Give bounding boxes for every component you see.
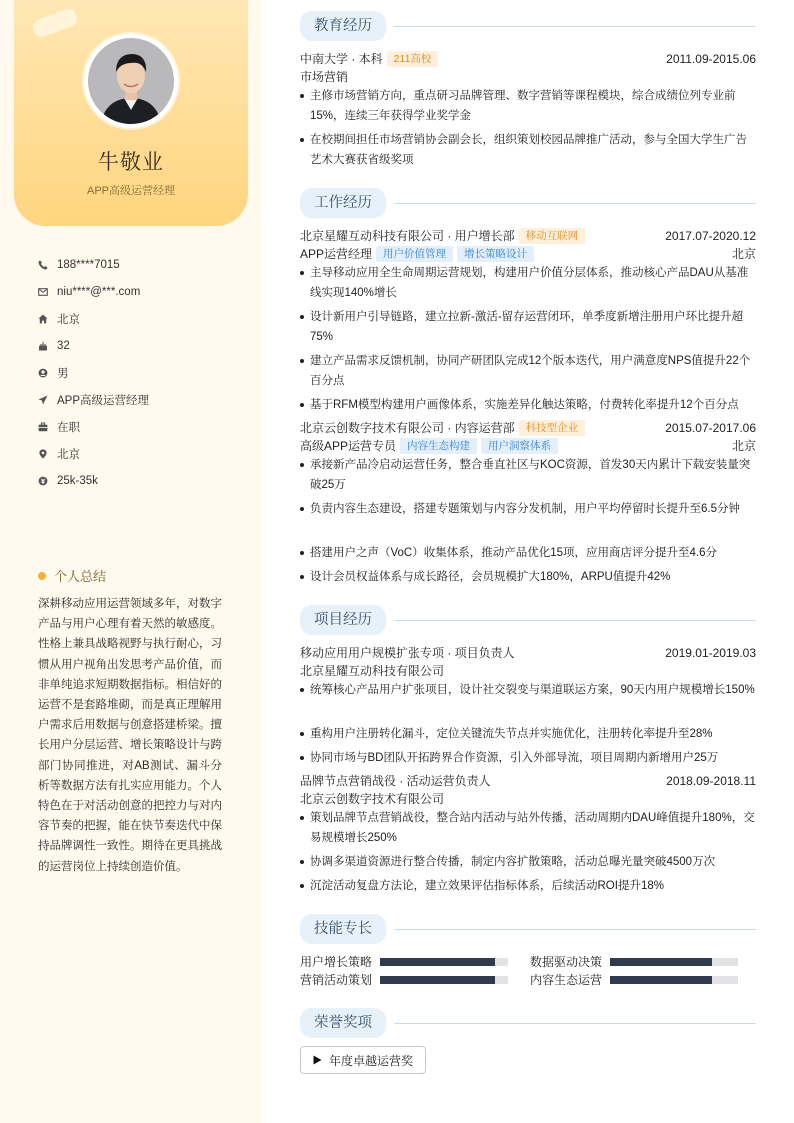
job-city: 北京 <box>731 247 756 261</box>
section-education-header <box>300 11 756 41</box>
education-period: 2011.09-2015.06 <box>666 52 756 66</box>
avatar-photo-icon <box>88 38 174 124</box>
skill-item <box>300 972 510 988</box>
project-company: 北京云创数字技术有限公司 <box>300 792 445 806</box>
contact-salary <box>38 467 248 494</box>
award-toggle-button[interactable] <box>300 1046 426 1074</box>
contact-location <box>38 440 248 467</box>
project-name: 品牌节点营销战役 · 活动运营负责人 <box>300 774 491 788</box>
skill-name: 数据驱动决策 <box>530 955 603 969</box>
contact-phone <box>38 251 248 278</box>
skill-bar <box>610 976 738 984</box>
job-role: 高级APP运营专员 <box>300 439 397 453</box>
job-period: 2015.07-2017.06 <box>665 421 756 435</box>
contact-value: niu****@***.com <box>57 285 141 298</box>
skill-bar-fill <box>610 958 712 966</box>
candidate-name: 牛敬业 <box>98 151 164 174</box>
location-icon <box>38 449 48 459</box>
job-bullet: 主导移动应用全生命周期运营规划，构建用户价值分层体系，推动核心产品DAU从基准线实现140%增长 <box>300 263 756 303</box>
candidate-title: APP高级运营经理 <box>86 185 175 197</box>
project-bullet: 重构用户注册转化漏斗，定位关键流失节点并实施优化，注册转化率提升至28% <box>300 724 756 744</box>
skill-bar-fill <box>380 976 495 984</box>
skill-name: 营销活动策划 <box>300 973 373 987</box>
contact-value: 32 <box>57 339 70 352</box>
section-divider <box>394 929 756 930</box>
section-title: 荣誉奖项 <box>300 1008 386 1038</box>
job-company: 北京星耀互动科技有限公司 · 用户增长部 <box>300 229 515 243</box>
skill-bar <box>380 958 508 966</box>
section-title: 技能专长 <box>300 914 386 944</box>
job-bullet: 负责内容生态建设，搭建专题策划与内容分发机制，用户平均停留时长提升至6.5分钟 <box>300 499 756 519</box>
contact-value: 188****7015 <box>57 258 120 271</box>
decorative-pill <box>30 7 79 40</box>
summary-heading-label: 个人总结 <box>54 569 107 584</box>
education-major: 市场营销 <box>300 70 349 84</box>
gender-icon <box>38 368 48 378</box>
project-bullet: 协同市场与BD团队开拓跨界合作资源，引入外部导流，项目周期内新增用户25万 <box>300 748 756 768</box>
skill-item <box>530 954 740 970</box>
project-period: 2019.01-2019.03 <box>665 646 756 660</box>
education-bullet: 主修市场营销方向，重点研习品牌管理、数字营销等课程模块，综合成绩位列专业前15%，连续三年获得学业奖学金 <box>300 86 756 126</box>
job-role-row <box>300 245 756 263</box>
education-bullet: 在校期间担任市场营销协会副会长，组织策划校园品牌推广活动，参与全国大学生广告艺术大赛获省级奖项 <box>300 130 756 170</box>
skill-name: 用户增长策略 <box>300 955 373 969</box>
job-bullet: 设计新用户引导链路，建立拉新-激活-留存运营闭环，单季度新增注册用户环比提升超75% <box>300 307 756 347</box>
contact-list <box>38 251 248 494</box>
summary-text: 深耕移动应用运营领域多年，对数字产品与用户心理有着天然的敏感度。性格上兼具战略视野与执行耐心，习惯从用户视角出发思考产品价值，而非单纯追求短期数据指标。相信好的运营不是套路堆砌，而是真正理解用户需求后用数据与创意搭建桥梁。擅长用户分层运营、增长策略设计与跨部门协同推进，对AB测试、漏斗分析等数据方法有扎实应用能力。个人特色在于对活动创意的把控力与对内容节奏的把握，能在快节奏迭代中保持品牌调性一致性。期待在更具挑战的运营岗位上持续创造价值。 <box>38 598 222 873</box>
job-bullet: 基于RFM模型构建用户画像体系，实施差异化触达策略，付费转化率提升12个百分点 <box>300 395 756 415</box>
section-title: 项目经历 <box>300 605 386 635</box>
skill-bar-fill <box>610 976 712 984</box>
section-divider <box>394 26 756 27</box>
job-role: APP运营经理 <box>300 247 373 261</box>
sidebar <box>0 0 262 1123</box>
section-divider <box>394 1023 756 1024</box>
section-divider <box>394 203 756 204</box>
job-bullet: 承接新产品冷启动运营任务，整合垂直社区与KOC资源，首发30天内累计下载安装量突破25万 <box>300 455 756 495</box>
summary-heading <box>38 566 106 585</box>
phone-icon <box>38 260 48 270</box>
project-name: 移动应用用户规模扩张专项 · 项目负责人 <box>300 646 515 660</box>
contact-value: APP高级运营经理 <box>57 394 150 407</box>
salary-icon <box>38 476 48 486</box>
project-bullet: 统筹核心产品用户扩张项目，设计社交裂变与渠道联运方案，90天内用户规模增长150% <box>300 680 756 700</box>
contact-value: 在职 <box>57 421 80 434</box>
send-icon <box>38 395 48 405</box>
project-company: 北京星耀互动科技有限公司 <box>300 664 445 678</box>
industry-badge: 移动互联网 <box>519 228 586 244</box>
project-header <box>300 772 756 790</box>
project-header <box>300 644 756 662</box>
contact-value: 男 <box>57 367 69 380</box>
home-icon <box>38 314 48 324</box>
job-city: 北京 <box>731 439 756 453</box>
mail-icon <box>38 287 48 297</box>
contact-value: 北京 <box>57 448 80 461</box>
contact-value: 北京 <box>57 313 80 326</box>
industry-badge: 科技型企业 <box>519 420 586 436</box>
project-bullet: 沉淀活动复盘方法论，建立效果评估指标体系，后续活动ROI提升18% <box>300 876 756 896</box>
award-label: 年度卓越运营奖 <box>329 1053 414 1068</box>
project-period: 2018.09-2018.11 <box>666 774 756 788</box>
project-bullet: 策划品牌节点营销战役，整合站内活动与站外传播，活动周期内DAU峰值提升180%，交易规模增长250% <box>300 808 756 848</box>
section-projects-header <box>300 605 756 635</box>
skill-tag: 用户洞察体系 <box>481 438 558 454</box>
job-period: 2017.07-2020.12 <box>665 229 756 243</box>
skill-item <box>530 972 740 988</box>
education-row <box>300 50 756 68</box>
section-work-header <box>300 188 756 218</box>
section-title: 教育经历 <box>300 11 386 41</box>
play-triangle-icon <box>313 1055 322 1065</box>
job-role-row <box>300 437 756 455</box>
contact-gender <box>38 359 248 386</box>
school-name: 中南大学 · 本科 <box>300 52 383 66</box>
project-bullet: 协调多渠道资源进行整合传播，制定内容扩散策略，活动总曝光量突破4500万次 <box>300 852 756 872</box>
contact-value: 25k-35k <box>57 474 98 487</box>
contact-position <box>38 386 248 413</box>
skill-tag: 增长策略设计 <box>457 246 534 262</box>
job-bullet: 建立产品需求反馈机制，协同产研团队完成12个版本迭代，用户满意度NPS值提升22个百分点 <box>300 351 756 391</box>
job-company: 北京云创数字技术有限公司 · 内容运营部 <box>300 421 515 435</box>
skill-name: 内容生态运营 <box>530 973 603 987</box>
skill-tag: 内容生态构建 <box>400 438 477 454</box>
bullet-dot-icon <box>38 572 46 580</box>
skill-bar <box>380 976 508 984</box>
profile-card <box>14 0 248 226</box>
section-title: 工作经历 <box>300 188 386 218</box>
contact-hometown <box>38 305 248 332</box>
school-badge: 211高校 <box>387 51 439 67</box>
skill-bar-fill <box>380 958 495 966</box>
section-skills-header <box>300 914 756 944</box>
avatar <box>84 34 178 128</box>
section-divider <box>394 620 756 621</box>
job-bullet: 搭建用户之声（VoC）收集体系，推动产品优化15项，应用商店评分提升至4.6分 <box>300 543 756 563</box>
contact-email <box>38 278 248 305</box>
skill-tag: 用户价值管理 <box>376 246 453 262</box>
job-header <box>300 419 756 437</box>
briefcase-icon <box>38 422 48 432</box>
job-header <box>300 227 756 245</box>
contact-age <box>38 332 248 359</box>
cake-icon <box>38 341 48 351</box>
contact-status <box>38 413 248 440</box>
skill-bar <box>610 958 738 966</box>
skill-item <box>300 954 510 970</box>
job-bullet: 设计会员权益体系与成长路径，会员规模扩大180%，ARPU值提升42% <box>300 567 756 587</box>
section-awards-header <box>300 1008 756 1038</box>
